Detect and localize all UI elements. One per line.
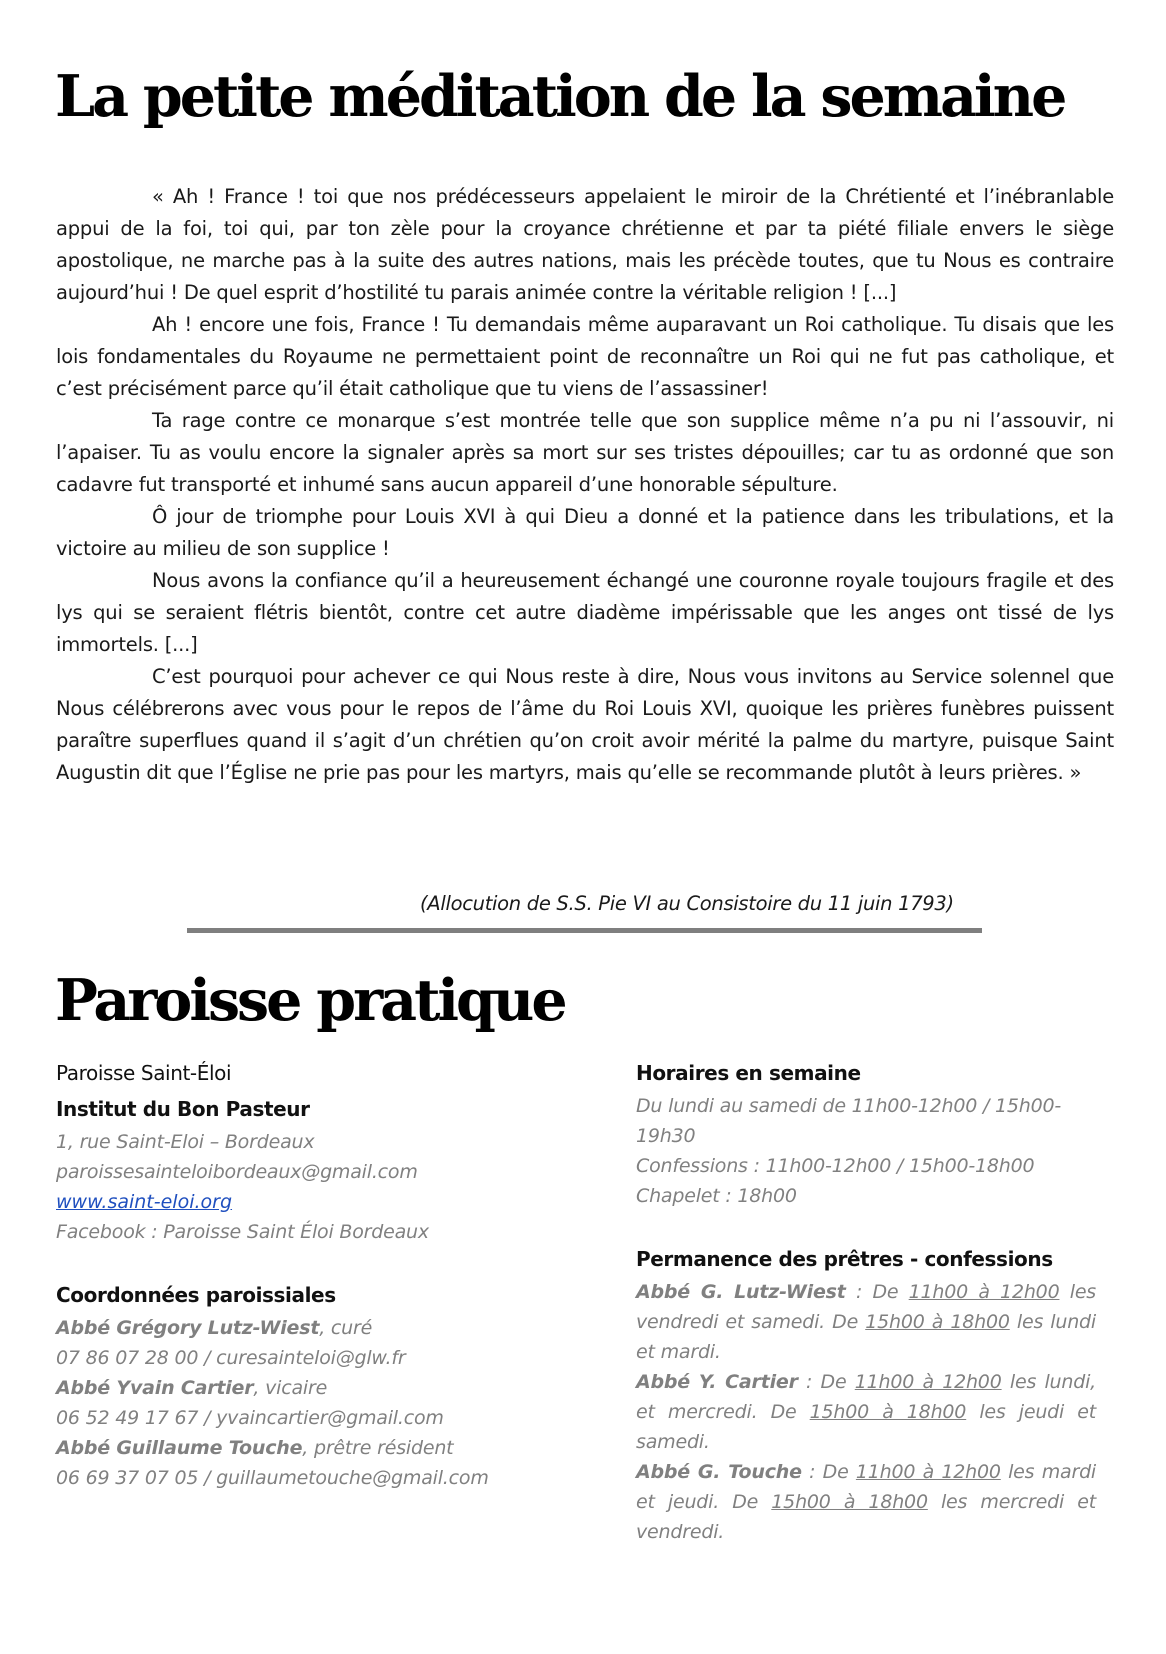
weekday-heading: Horaires en semaine bbox=[636, 1061, 861, 1085]
parish-address: 1, rue Saint-Eloi – Bordeaux bbox=[56, 1131, 315, 1153]
quote-paragraph: Ô jour de triomphe pour Louis XVI à qui Dieu a donné et la patience dans les tribulations, et la victoire au milieu de son supplice ! bbox=[56, 505, 1114, 560]
contact-line: 06 52 49 17 67 / yvaincartier@gmail.com bbox=[56, 1407, 444, 1429]
person-role: , vicaire bbox=[253, 1377, 328, 1399]
person-name: Abbé Yvain Cartier bbox=[56, 1377, 254, 1399]
quote-paragraph: Ah ! encore une fois, France ! Tu demandais même auparavant un Roi catholique. Tu disais que les lois fondamentales du Royaume ne permettaient point de reconnaître un Roi qui ne fut pas catholique, et c’est précisément parce qu’il était catholique que tu viens de l’assassiner! bbox=[56, 313, 1114, 400]
quote-paragraph: C’est pourquoi pour achever ce qui Nous reste à dire, Nous vous invitons au Service solennel que Nous célébrerons avec vous pour le repos de l’âme du Roi Louis XVI, quoique les prières funèbres puissent paraître superflues quand il s’agit d’un chrétien qu’on croit avoir mérité la palme du martyre, puisque Saint Augustin dit que l’Église ne prie pas pour les martyrs, mais qu’elle se recommande plutôt à leurs prières. » bbox=[56, 665, 1114, 784]
person-name: Abbé Grégory Lutz-Wiest bbox=[56, 1317, 320, 1339]
quote-paragraph: « Ah ! France ! toi que nos prédécesseurs appelaient le miroir de la Chrétienté et l’inébranlable appui de la foi, toi qui, par ton zèle pour la croyance chrétienne et par ta piété filiale envers le siège apostolique, ne marche pas à la suite des autres nations, mais les précède toutes, que tu Nous es contraire aujourd’hui ! De quel esprit d’hostilité tu parais animée contre la véritable religion ! [...] bbox=[56, 185, 1114, 304]
parish-title: Paroisse pratique bbox=[55, 967, 565, 1034]
meditation-title: La petite méditation de la semaine bbox=[55, 63, 1065, 130]
parish-name: Paroisse Saint-Éloi bbox=[56, 1061, 232, 1085]
parish-email[interactable]: paroissesainteloibordeaux@gmail.com bbox=[56, 1161, 418, 1183]
contacts-heading: Coordonnées paroissiales bbox=[56, 1283, 336, 1307]
time-slot: 15h00 à 18h00 bbox=[865, 1311, 1010, 1333]
contact-person bbox=[56, 1433, 526, 1463]
text: les lundi et mardi. bbox=[636, 1311, 1096, 1363]
permanence-entry bbox=[636, 1277, 1096, 1367]
meditation-quote bbox=[56, 181, 1114, 789]
weekday-line: Confessions : 11h00-12h00 / 15h00-18h00 bbox=[636, 1155, 1035, 1177]
text: les vendredi et samedi. De bbox=[636, 1281, 1097, 1333]
institute-name: Institut du Bon Pasteur bbox=[56, 1097, 310, 1121]
priest-name: Abbé G. Lutz-Wiest bbox=[636, 1281, 846, 1303]
person-role: , curé bbox=[319, 1317, 373, 1339]
weekday-line: Du lundi au samedi de 11h00-12h00 / 15h00-19h30 bbox=[636, 1095, 1062, 1147]
quote-citation: (Allocution de S.S. Pie VI au Consistoire du 11 juin 1793) bbox=[420, 892, 954, 915]
time-slot: 11h00 à 12h00 bbox=[854, 1371, 1002, 1393]
priest-name: Abbé Y. Cartier bbox=[636, 1371, 798, 1393]
text: : De bbox=[845, 1281, 909, 1303]
permanence-entry bbox=[636, 1367, 1096, 1457]
contact-person bbox=[56, 1313, 526, 1343]
text: : De bbox=[797, 1371, 855, 1393]
priest-name: Abbé G. Touche bbox=[636, 1461, 802, 1483]
permanence-heading: Permanence des prêtres - confessions bbox=[636, 1247, 1053, 1271]
person-role: , prêtre résident bbox=[302, 1437, 454, 1459]
quote-paragraph: Nous avons la confiance qu’il a heureusement échangé une couronne royale toujours fragile et des lys qui se seraient flétris bientôt, contre cet autre diadème impérissable que les anges ont tissé de lys immortels. [...] bbox=[56, 569, 1114, 656]
parish-info-column bbox=[56, 1055, 526, 1493]
text: : De bbox=[801, 1461, 856, 1483]
text: les mercredi et vendredi. bbox=[636, 1491, 1096, 1543]
person-name: Abbé Guillaume Touche bbox=[56, 1437, 303, 1459]
text: les mardi et jeudi. De bbox=[636, 1461, 1097, 1513]
contact-line: 06 69 37 07 05 / guillaumetouche@gmail.com bbox=[56, 1467, 489, 1489]
permanence-entry bbox=[636, 1457, 1096, 1547]
contact-person bbox=[56, 1373, 526, 1403]
time-slot: 11h00 à 12h00 bbox=[908, 1281, 1060, 1303]
time-slot: 11h00 à 12h00 bbox=[855, 1461, 1001, 1483]
time-slot: 15h00 à 18h00 bbox=[771, 1491, 928, 1513]
schedule-column bbox=[636, 1055, 1096, 1547]
text: les lundi, et mercredi. De bbox=[636, 1371, 1096, 1423]
weekday-line: Chapelet : 18h00 bbox=[636, 1185, 797, 1207]
parish-facebook: Facebook : Paroisse Saint Éloi Bordeaux bbox=[56, 1221, 429, 1243]
time-slot: 15h00 à 18h00 bbox=[809, 1401, 967, 1423]
text: les jeudi et samedi. bbox=[636, 1401, 1097, 1453]
parish-website-link[interactable]: www.saint-eloi.org bbox=[56, 1191, 233, 1213]
contact-line: 07 86 07 28 00 / curesainteloi@glw.fr bbox=[56, 1347, 406, 1369]
quote-paragraph: Ta rage contre ce monarque s’est montrée telle que son supplice même n’a pu ni l’assouvir, ni l’apaiser. Tu as voulu encore la signaler après sa mort sur ses tristes dépouilles; car tu as ordonné que son cadavre fut transporté et inhumé sans aucun appareil d’une honorable sépulture. bbox=[56, 409, 1114, 496]
section-divider bbox=[187, 928, 982, 933]
